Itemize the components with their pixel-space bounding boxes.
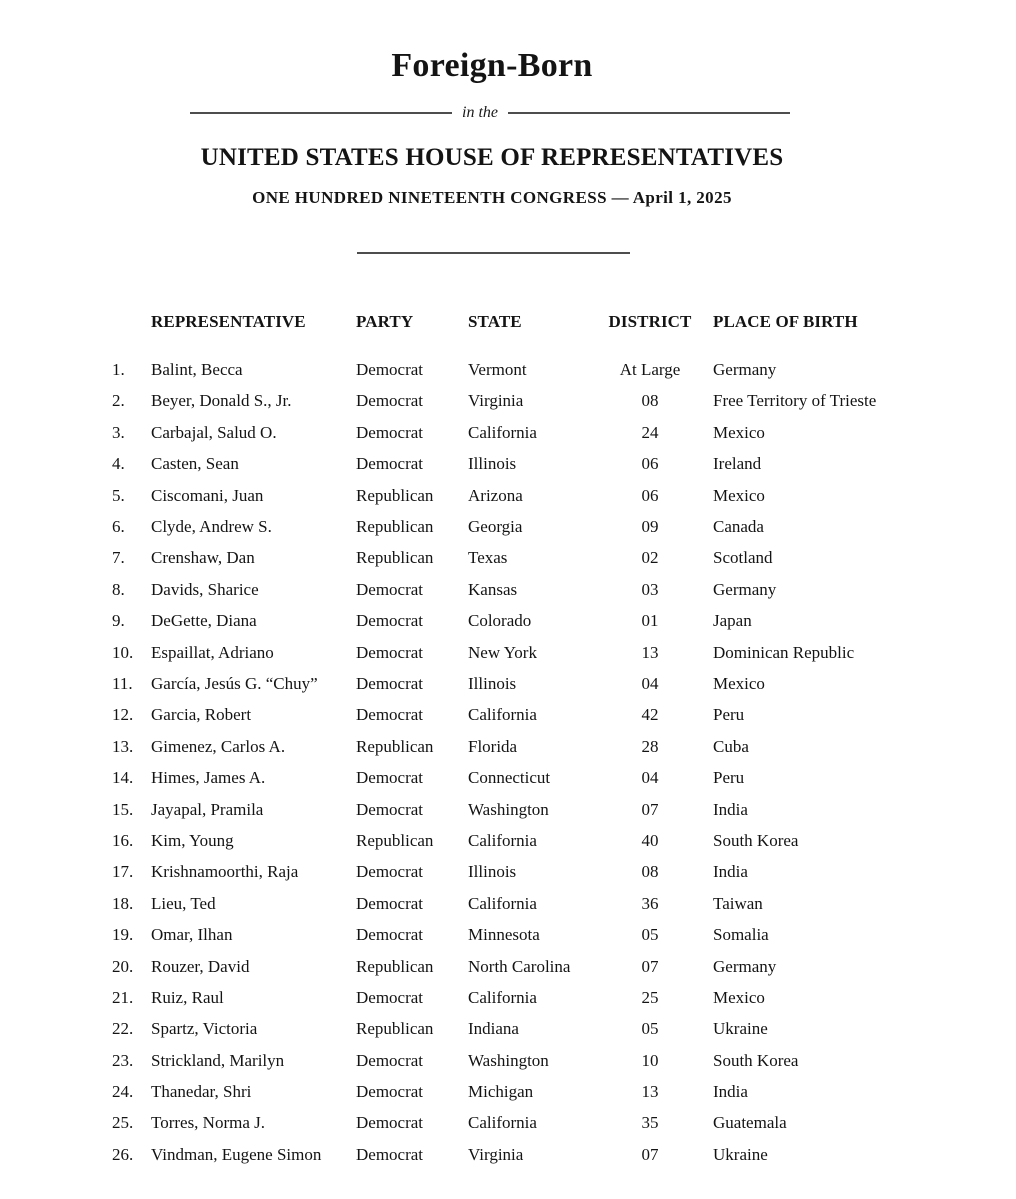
district-value: 40	[641, 830, 659, 850]
table-row	[112, 1014, 912, 1045]
representative-name: Kim, Young	[151, 830, 234, 850]
column-header-place-of-birth: PLACE OF BIRTH	[713, 311, 858, 331]
column-header-representative: REPRESENTATIVE	[151, 311, 306, 331]
table-row	[112, 543, 912, 574]
row-number: 5.	[112, 485, 125, 505]
row-number: 4.	[112, 454, 125, 474]
state-value: Washington	[468, 1050, 549, 1070]
in-the-divider	[190, 102, 790, 124]
table-row	[112, 982, 912, 1013]
place-of-birth-value: Peru	[713, 768, 745, 788]
representative-name: Strickland, Marilyn	[151, 1050, 285, 1070]
party-value: Republican	[356, 1019, 434, 1039]
column-header-party: PARTY	[356, 311, 414, 331]
column-header-state: STATE	[468, 311, 522, 331]
row-number: 18.	[112, 893, 134, 913]
row-number: 8.	[112, 579, 125, 599]
representative-name: Crenshaw, Dan	[151, 548, 255, 568]
party-value: Republican	[356, 956, 434, 976]
district-value: 42	[641, 705, 659, 725]
party-value: Democrat	[356, 454, 424, 474]
place-of-birth-value: Ukraine	[713, 1019, 768, 1039]
table-row	[112, 1076, 912, 1107]
district-value: 01	[641, 611, 659, 631]
table-row	[112, 574, 912, 605]
district-value: 04	[641, 768, 659, 788]
representative-name: Davids, Sharice	[151, 579, 259, 599]
party-value: Democrat	[356, 1050, 424, 1070]
state-value: Indiana	[468, 1019, 519, 1039]
column-header-district: DISTRICT	[608, 311, 692, 331]
representative-name: Beyer, Donald S., Jr.	[151, 391, 292, 411]
place-of-birth-value: Ukraine	[713, 1144, 768, 1164]
row-number: 13.	[112, 736, 134, 756]
state-value: California	[468, 987, 537, 1007]
party-value: Democrat	[356, 360, 424, 380]
district-value: 05	[641, 925, 659, 945]
table-row	[112, 762, 912, 793]
divider-label: in the	[462, 104, 498, 121]
party-value: Democrat	[356, 705, 424, 725]
place-of-birth-value: Mexico	[713, 673, 765, 693]
party-value: Republican	[356, 830, 434, 850]
state-value: California	[468, 830, 537, 850]
representative-name: Krishnamoorthi, Raja	[151, 862, 299, 882]
place-of-birth-value: Cuba	[713, 736, 749, 756]
state-value: Colorado	[468, 611, 532, 631]
row-number: 12.	[112, 705, 134, 725]
district-value: 13	[641, 642, 659, 662]
party-value: Democrat	[356, 642, 424, 662]
row-number: 23.	[112, 1050, 134, 1070]
table-row	[112, 700, 912, 731]
party-value: Democrat	[356, 768, 424, 788]
table-row	[112, 511, 912, 542]
place-of-birth-value: Dominican Republic	[713, 642, 855, 662]
representative-name: Spartz, Victoria	[151, 1019, 258, 1039]
representative-name: Omar, Ilhan	[151, 925, 233, 945]
place-of-birth-value: Ireland	[713, 454, 762, 474]
row-number: 2.	[112, 391, 125, 411]
party-value: Democrat	[356, 1144, 424, 1164]
section-rule	[357, 252, 630, 254]
table-row	[112, 417, 912, 448]
state-value: Texas	[468, 548, 508, 568]
district-value: 07	[641, 799, 659, 819]
table-row	[112, 480, 912, 511]
representative-name: Ruiz, Raul	[151, 987, 224, 1007]
place-of-birth-value: Japan	[713, 611, 752, 631]
place-of-birth-value: Free Territory of Trieste	[713, 391, 877, 411]
table-row	[112, 637, 912, 668]
place-of-birth-value: Mexico	[713, 422, 765, 442]
place-of-birth-value: Germany	[713, 956, 777, 976]
row-number: 7.	[112, 548, 125, 568]
table-row	[112, 668, 912, 699]
row-number: 17.	[112, 862, 134, 882]
party-value: Republican	[356, 736, 434, 756]
divider-line-left	[190, 112, 452, 114]
party-value: Republican	[356, 517, 434, 537]
row-number: 21.	[112, 987, 134, 1007]
document-subtitle: UNITED STATES HOUSE OF REPRESENTATIVES	[200, 144, 784, 171]
district-value: 06	[641, 485, 659, 505]
district-value: 02	[641, 548, 659, 568]
district-value: 04	[641, 673, 659, 693]
district-value: 09	[641, 517, 659, 537]
table-row	[112, 1045, 912, 1076]
place-of-birth-value: Somalia	[713, 925, 769, 945]
row-number: 9.	[112, 611, 125, 631]
row-number: 11.	[112, 673, 133, 693]
table-row	[112, 1139, 912, 1170]
row-number: 10.	[112, 642, 134, 662]
table-body	[112, 354, 912, 1170]
table-row	[112, 857, 912, 888]
representative-name: Casten, Sean	[151, 454, 239, 474]
state-value: California	[468, 1113, 537, 1133]
district-value: 25	[641, 987, 659, 1007]
table-row	[112, 449, 912, 480]
place-of-birth-value: Germany	[713, 579, 777, 599]
party-value: Republican	[356, 548, 434, 568]
place-of-birth-value: Germany	[713, 360, 777, 380]
row-number: 15.	[112, 799, 134, 819]
state-value: Illinois	[468, 454, 517, 474]
district-value: 07	[641, 1144, 659, 1164]
state-value: California	[468, 893, 537, 913]
place-of-birth-value: Guatemala	[713, 1113, 787, 1133]
row-number: 1.	[112, 360, 125, 380]
party-value: Democrat	[356, 1082, 424, 1102]
place-of-birth-value: South Korea	[713, 830, 799, 850]
representative-name: Jayapal, Pramila	[151, 799, 264, 819]
table-row	[112, 1108, 912, 1139]
district-value: 36	[641, 893, 659, 913]
table-row	[112, 354, 912, 385]
row-number: 16.	[112, 830, 134, 850]
party-value: Democrat	[356, 1113, 424, 1133]
place-of-birth-value: South Korea	[713, 1050, 799, 1070]
district-value: 06	[641, 454, 659, 474]
district-value: 10	[641, 1050, 659, 1070]
party-value: Democrat	[356, 862, 424, 882]
table-row	[112, 386, 912, 417]
representative-name: Lieu, Ted	[151, 893, 216, 913]
representative-name: Vindman, Eugene Simon	[151, 1144, 322, 1164]
party-value: Republican	[356, 485, 434, 505]
representative-name: Clyde, Andrew S.	[151, 517, 272, 537]
table-row	[112, 606, 912, 637]
representative-name: Balint, Becca	[151, 360, 243, 380]
state-value: Illinois	[468, 673, 517, 693]
row-number: 6.	[112, 517, 125, 537]
row-number: 14.	[112, 768, 134, 788]
table-row	[112, 919, 912, 950]
state-value: Georgia	[468, 517, 523, 537]
table-row	[112, 825, 912, 856]
party-value: Democrat	[356, 673, 424, 693]
representative-name: Garcia, Robert	[151, 705, 252, 725]
state-value: Vermont	[468, 360, 527, 380]
row-number: 22.	[112, 1019, 134, 1039]
party-value: Democrat	[356, 391, 424, 411]
state-value: Kansas	[468, 579, 518, 599]
state-value: Virginia	[468, 391, 524, 411]
state-value: California	[468, 705, 537, 725]
row-number: 19.	[112, 925, 134, 945]
representative-name: Ciscomani, Juan	[151, 485, 264, 505]
place-of-birth-value: Mexico	[713, 987, 765, 1007]
place-of-birth-value: Canada	[713, 517, 764, 537]
representative-name: García, Jesús G. “Chuy”	[151, 673, 318, 693]
state-value: Connecticut	[468, 768, 551, 788]
party-value: Democrat	[356, 799, 424, 819]
row-number: 24.	[112, 1082, 134, 1102]
page-title: Foreign-Born	[391, 47, 593, 84]
representative-name: Gimenez, Carlos A.	[151, 736, 286, 756]
party-value: Democrat	[356, 925, 424, 945]
row-number: 20.	[112, 956, 134, 976]
party-value: Democrat	[356, 893, 424, 913]
state-value: New York	[468, 642, 537, 662]
table-row	[112, 794, 912, 825]
district-value: 05	[641, 1019, 659, 1039]
representative-name: Thanedar, Shri	[151, 1082, 252, 1102]
representative-name: Himes, James A.	[151, 768, 266, 788]
place-of-birth-value: Taiwan	[713, 893, 763, 913]
party-value: Democrat	[356, 579, 424, 599]
state-value: Minnesota	[468, 925, 540, 945]
table-row	[112, 951, 912, 982]
row-number: 25.	[112, 1113, 134, 1133]
representative-name: Carbajal, Salud O.	[151, 422, 277, 442]
congress-date-line: ONE HUNDRED NINETEENTH CONGRESS — April 1, 2025	[252, 188, 732, 207]
state-value: Virginia	[468, 1144, 524, 1164]
place-of-birth-value: India	[713, 1082, 748, 1102]
table-row	[112, 888, 912, 919]
party-value: Democrat	[356, 422, 424, 442]
state-value: Arizona	[468, 485, 523, 505]
row-number: 3.	[112, 422, 125, 442]
representative-name: DeGette, Diana	[151, 611, 257, 631]
state-value: Michigan	[468, 1082, 534, 1102]
place-of-birth-value: Mexico	[713, 485, 765, 505]
district-value: At Large	[619, 360, 681, 380]
representative-name: Torres, Norma J.	[151, 1113, 266, 1133]
representative-name: Rouzer, David	[151, 956, 250, 976]
district-value: 08	[641, 391, 659, 411]
district-value: 24	[641, 422, 659, 442]
place-of-birth-value: Scotland	[713, 548, 773, 568]
district-value: 03	[641, 579, 659, 599]
place-of-birth-value: Peru	[713, 705, 745, 725]
row-number: 26.	[112, 1144, 134, 1164]
district-value: 07	[641, 956, 659, 976]
district-value: 28	[641, 736, 659, 756]
table-row	[112, 731, 912, 762]
district-value: 35	[641, 1113, 659, 1133]
state-value: Washington	[468, 799, 549, 819]
party-value: Democrat	[356, 987, 424, 1007]
state-value: North Carolina	[468, 956, 571, 976]
state-value: Florida	[468, 736, 518, 756]
representatives-table	[112, 306, 912, 1171]
district-value: 08	[641, 862, 659, 882]
district-value: 13	[641, 1082, 659, 1102]
place-of-birth-value: India	[713, 862, 748, 882]
state-value: California	[468, 422, 537, 442]
state-value: Illinois	[468, 862, 517, 882]
place-of-birth-value: India	[713, 799, 748, 819]
table-header-row	[112, 306, 912, 337]
representative-name: Espaillat, Adriano	[151, 642, 274, 662]
party-value: Democrat	[356, 611, 424, 631]
divider-line-right	[508, 112, 790, 114]
